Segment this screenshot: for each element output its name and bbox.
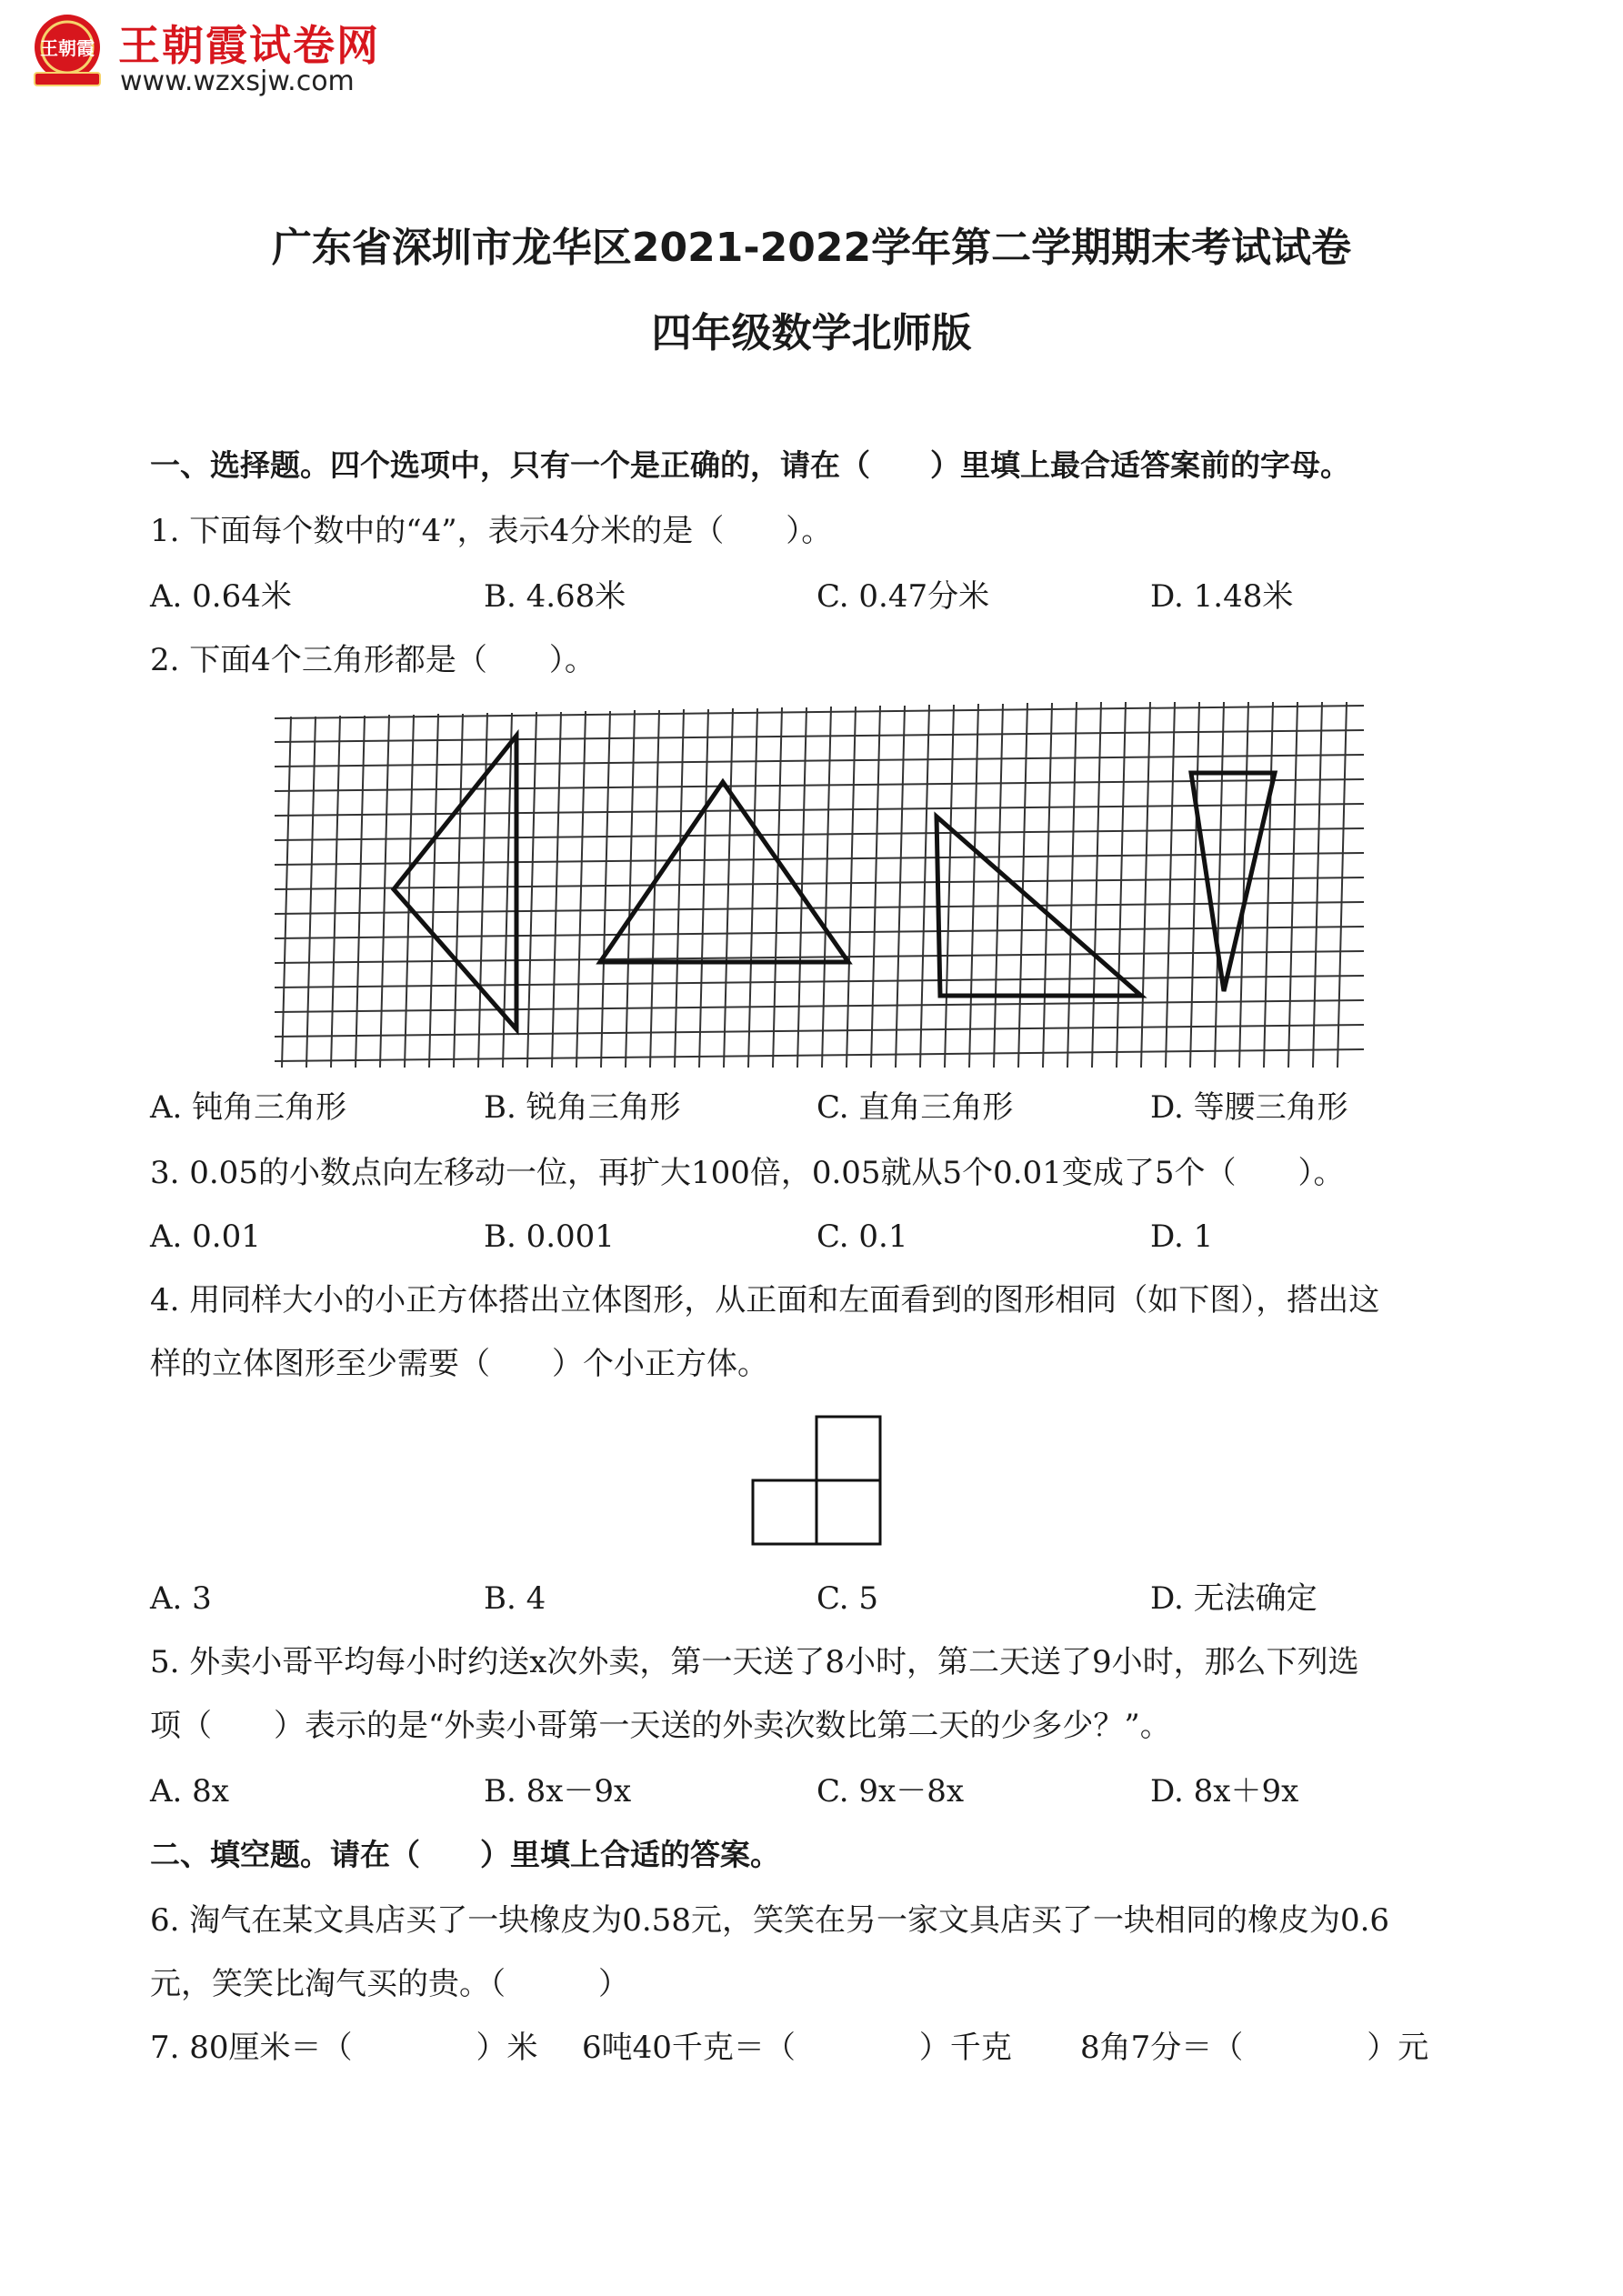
q3-option-b: B. 0.001	[484, 1218, 615, 1255]
section2-heading: 二、填空题。请在（ ）里填上合适的答案。	[150, 1837, 780, 1872]
q3-option-a: A. 0.01	[150, 1218, 261, 1255]
q3-stem: 3. 0.05的小数点向左移动一位，再扩大100倍，0.05就从5个0.01变成了5个（ ）。	[150, 1155, 1345, 1191]
q4-stem-line2: 样的立体图形至少需要（ ）个小正方体。	[150, 1346, 768, 1382]
q7-part3: 8角7分＝（ ）元	[1080, 2030, 1429, 2066]
q5-stem-line2: 项（ ）表示的是“外卖小哥第一天送的外卖次数比第二天的少多少？”。	[150, 1708, 1171, 1744]
q3-option-c: C. 0.1	[817, 1218, 908, 1255]
q2-option-a: A. 钝角三角形	[150, 1089, 347, 1126]
q1-option-d: D. 1.48米	[1150, 578, 1294, 615]
badge-text: 王朝霞	[40, 37, 95, 59]
q1-option-c: C. 0.47分米	[817, 578, 990, 615]
cube-view-figure	[751, 1413, 887, 1549]
q2-option-b: B. 锐角三角形	[484, 1089, 681, 1126]
q3-option-d: D. 1	[1150, 1218, 1214, 1255]
q4-option-a: A. 3	[150, 1580, 212, 1617]
cube-square-bottom-left	[753, 1480, 817, 1544]
brand-url[interactable]: www.wzxsjw.com	[120, 65, 355, 97]
page-subtitle: 四年级数学北师版	[651, 310, 972, 356]
q5-option-a: A. 8x	[150, 1773, 229, 1810]
brand-badge-logo	[27, 11, 107, 91]
q4-stem-line1: 4. 用同样大小的小正方体搭出立体图形，从正面和左面看到的图形相同（如下图），搭出这	[150, 1282, 1380, 1318]
q1-option-a: A. 0.64米	[150, 578, 292, 615]
q2-option-c: C. 直角三角形	[817, 1089, 1014, 1126]
cube-square-top	[817, 1417, 880, 1480]
q2-option-d: D. 等腰三角形	[1150, 1089, 1348, 1126]
q7-part2: 6吨40千克＝（ ）千克	[582, 2030, 1012, 2066]
q4-option-c: C. 5	[817, 1580, 879, 1617]
q5-stem-line1: 5. 外卖小哥平均每小时约送x次外卖，第一天送了8小时，第二天送了9小时，那么下列选	[150, 1644, 1359, 1680]
q4-option-b: B. 4	[484, 1580, 546, 1617]
q7-part1: 7. 80厘米＝（ ）米	[150, 2030, 538, 2066]
q5-option-c: C. 9x－8x	[817, 1773, 965, 1810]
q1-option-b: B. 4.68米	[484, 578, 626, 615]
cube-square-bottom-right	[817, 1480, 880, 1544]
q6-line1: 6. 淘气在某文具店买了一块橡皮为0.58元，笑笑在另一家文具店买了一块相同的橡皮为0.6	[150, 1902, 1390, 1939]
q1-stem: 1. 下面每个数中的“4”，表示4分米的是（ ）。	[150, 513, 833, 549]
page-title: 广东省深圳市龙华区2021-2022学年第二学期期末考试试卷	[271, 225, 1352, 271]
q5-option-b: B. 8x－9x	[484, 1773, 632, 1810]
grid-lines	[275, 702, 1364, 1068]
brand-name: 王朝霞试卷网	[118, 21, 380, 70]
q6-line2: 元，笑笑比淘气买的贵。（ ）	[150, 1966, 629, 2002]
section1-heading: 一、选择题。四个选项中，只有一个是正确的，请在（ ）里填上最合适答案前的字母。	[150, 447, 1350, 483]
q2-stem: 2. 下面4个三角形都是（ ）。	[150, 642, 596, 678]
triangles-grid-figure	[273, 700, 1364, 1073]
q4-option-d: D. 无法确定	[1150, 1580, 1317, 1617]
q5-option-d: D. 8x＋9x	[1150, 1773, 1299, 1810]
